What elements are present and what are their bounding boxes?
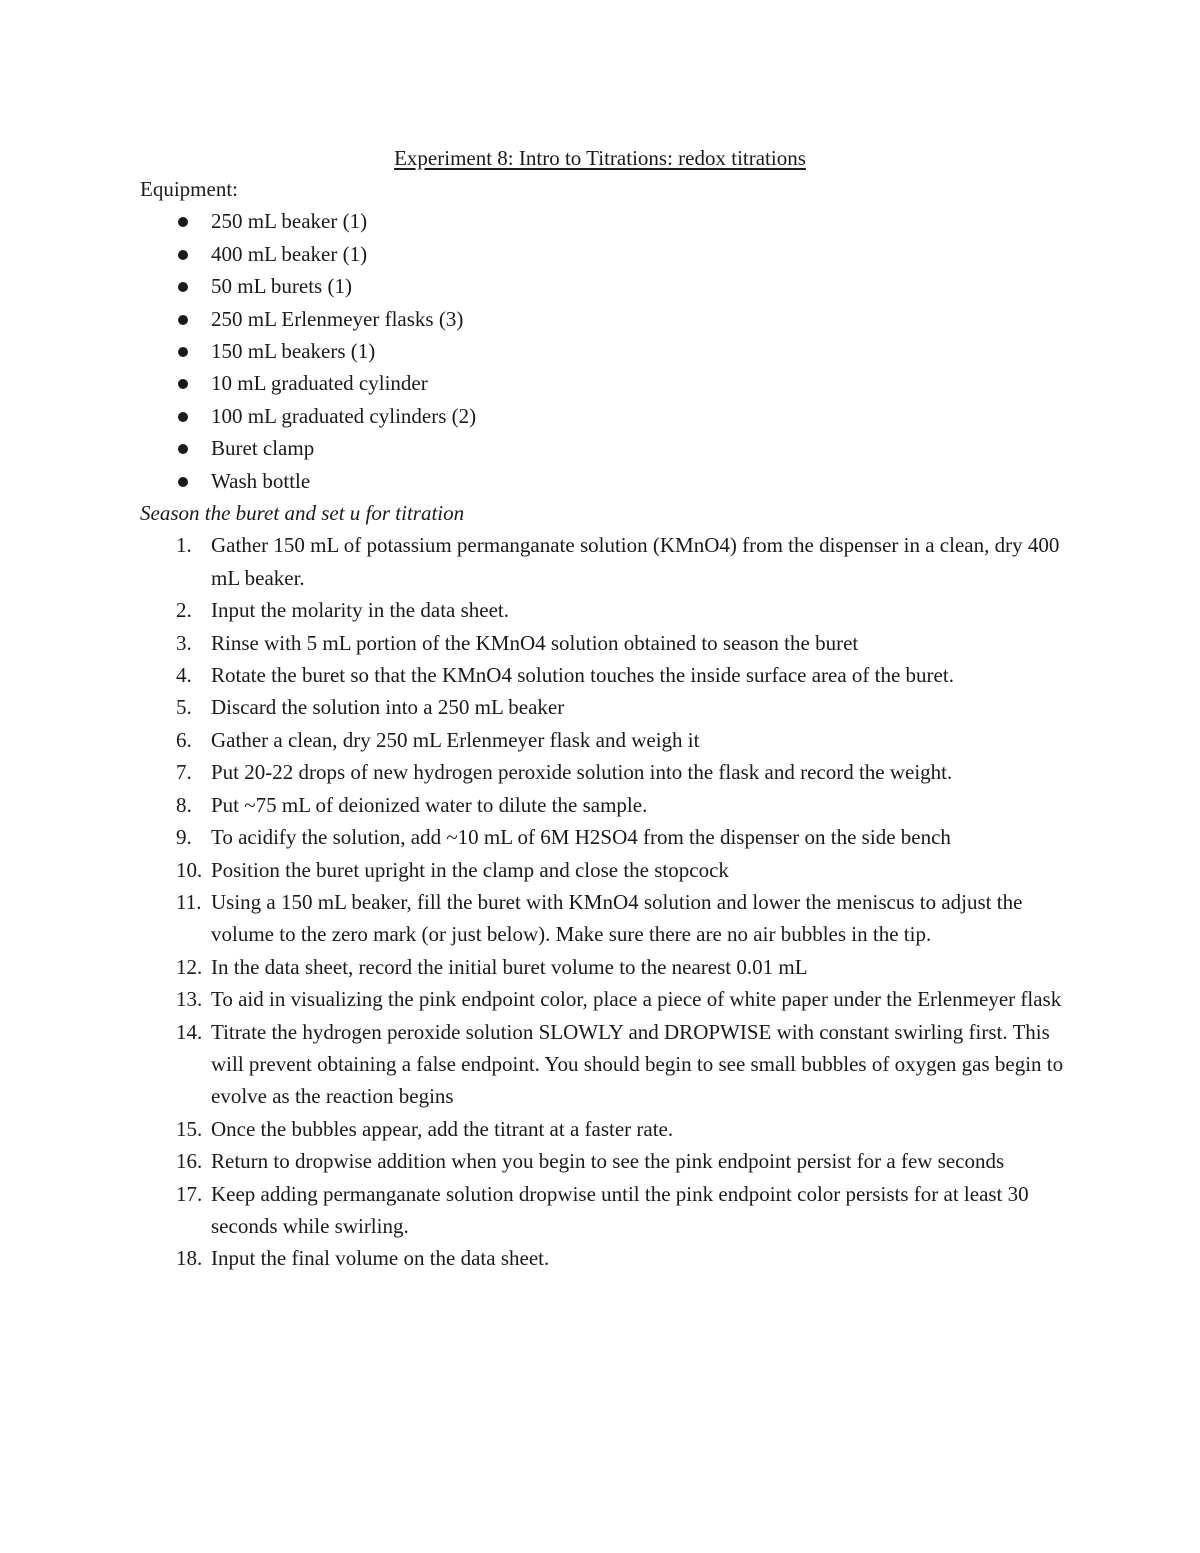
step-item — [140, 1113, 1080, 1145]
step-text: Titrate the hydrogen peroxide solution SLOWLY and DROPWISE with constant swirling first. This will prevent obtaining a false endpoint. You should begin to see small bubbles of oxygen gas begin to evolve as the reaction begins — [211, 1019, 1064, 1109]
list-item: Wash bottle — [140, 465, 1080, 497]
step-number: 7. — [176, 760, 192, 785]
bullet-icon — [178, 379, 188, 389]
procedure-steps — [140, 529, 1080, 1274]
step-item — [140, 789, 1080, 821]
list-item: 250 mL beaker (1) — [140, 205, 1080, 237]
step-number: 4. — [176, 663, 192, 688]
equipment-list — [140, 205, 1080, 497]
step-item — [140, 854, 1080, 886]
document-title: Experiment 8: Intro to Titrations: redox titrations — [394, 146, 806, 170]
step-item — [140, 1016, 1080, 1113]
step-item — [140, 529, 1080, 594]
step-number: 8. — [176, 792, 192, 817]
step-number: 6. — [176, 727, 192, 752]
step-text: Input the final volume on the data sheet. — [211, 1246, 550, 1271]
step-item — [140, 756, 1080, 788]
step-number: 12. — [176, 954, 203, 979]
step-item — [140, 951, 1080, 983]
list-item: 250 mL Erlenmeyer flasks (3) — [140, 303, 1080, 335]
bullet-icon — [178, 444, 188, 454]
step-number: 14. — [176, 1019, 203, 1044]
step-number: 15. — [176, 1116, 203, 1141]
step-number: 16. — [176, 1149, 203, 1174]
step-text: In the data sheet, record the initial buret volume to the nearest 0.01 mL — [211, 954, 808, 979]
step-number: 3. — [176, 630, 192, 655]
step-text: Keep adding permanganate solution dropwise until the pink endpoint color persists for at least 30 seconds while swirling. — [211, 1181, 1029, 1238]
step-item — [140, 724, 1080, 756]
step-text: Put 20-22 drops of new hydrogen peroxide solution into the flask and record the weight. — [211, 760, 953, 785]
step-number: 9. — [176, 825, 192, 850]
step-text: Gather 150 mL of potassium permanganate solution (KMnO4) from the dispenser in a clean, dry 400 mL beaker. — [211, 533, 1060, 590]
step-number: 11. — [176, 889, 202, 914]
step-text: To acidify the solution, add ~10 mL of 6M H2SO4 from the dispenser on the side bench — [211, 825, 951, 850]
bullet-icon — [178, 347, 188, 357]
list-item: Buret clamp — [140, 432, 1080, 464]
bullet-icon — [178, 315, 188, 325]
step-text: Discard the solution into a 250 mL beaker — [211, 695, 565, 720]
bullet-icon — [178, 477, 188, 487]
step-item — [140, 1178, 1080, 1243]
step-number: 17. — [176, 1181, 203, 1206]
step-text: Rotate the buret so that the KMnO4 solution touches the inside surface area of the buret. — [211, 663, 954, 688]
step-number: 5. — [176, 695, 192, 720]
step-item — [140, 821, 1080, 853]
step-text: Once the bubbles appear, add the titrant at a faster rate. — [211, 1116, 674, 1141]
procedure-heading: Season the buret and set u for titration — [140, 501, 465, 526]
step-text: To aid in visualizing the pink endpoint color, place a piece of white paper under the Erlenmeyer flask — [211, 987, 1062, 1012]
list-item: 100 mL graduated cylinders (2) — [140, 400, 1080, 432]
step-item — [140, 594, 1080, 626]
bullet-icon — [178, 412, 188, 422]
step-text: Return to dropwise addition when you begin to see the pink endpoint persist for a few seconds — [211, 1149, 1005, 1174]
step-item — [140, 691, 1080, 723]
step-number: 18. — [176, 1246, 203, 1271]
list-item: 10 mL graduated cylinder — [140, 367, 1080, 399]
bullet-icon — [178, 282, 188, 292]
list-item: 400 mL beaker (1) — [140, 238, 1080, 270]
step-text: Position the buret upright in the clamp and close the stopcock — [211, 857, 729, 882]
step-number: 13. — [176, 987, 203, 1012]
step-item — [140, 627, 1080, 659]
step-text: Rinse with 5 mL portion of the KMnO4 solution obtained to season the buret — [211, 630, 859, 655]
step-text: Using a 150 mL beaker, fill the buret with KMnO4 solution and lower the meniscus to adjust the volume to the zero mark (or just below). Make sure there are no air bubbles in the tip. — [211, 889, 1023, 947]
document-body — [140, 173, 1080, 1275]
document-title-block — [0, 142, 1200, 174]
list-item: 150 mL beakers (1) — [140, 335, 1080, 367]
step-item — [140, 1145, 1080, 1177]
step-text: Input the molarity in the data sheet. — [211, 598, 509, 623]
step-item — [140, 659, 1080, 691]
step-text: Gather a clean, dry 250 mL Erlenmeyer flask and weigh it — [211, 727, 700, 752]
bullet-icon — [178, 217, 188, 227]
step-number: 10. — [176, 857, 203, 882]
bullet-icon — [178, 250, 188, 260]
step-text: Put ~75 mL of deionized water to dilute the sample. — [211, 792, 648, 817]
equipment-heading: Equipment: — [140, 177, 238, 201]
step-item — [140, 983, 1080, 1015]
step-item — [140, 886, 1080, 951]
step-item — [140, 1242, 1080, 1274]
step-number: 2. — [176, 598, 192, 623]
step-number: 1. — [176, 533, 192, 558]
list-item: 50 mL burets (1) — [140, 270, 1080, 302]
